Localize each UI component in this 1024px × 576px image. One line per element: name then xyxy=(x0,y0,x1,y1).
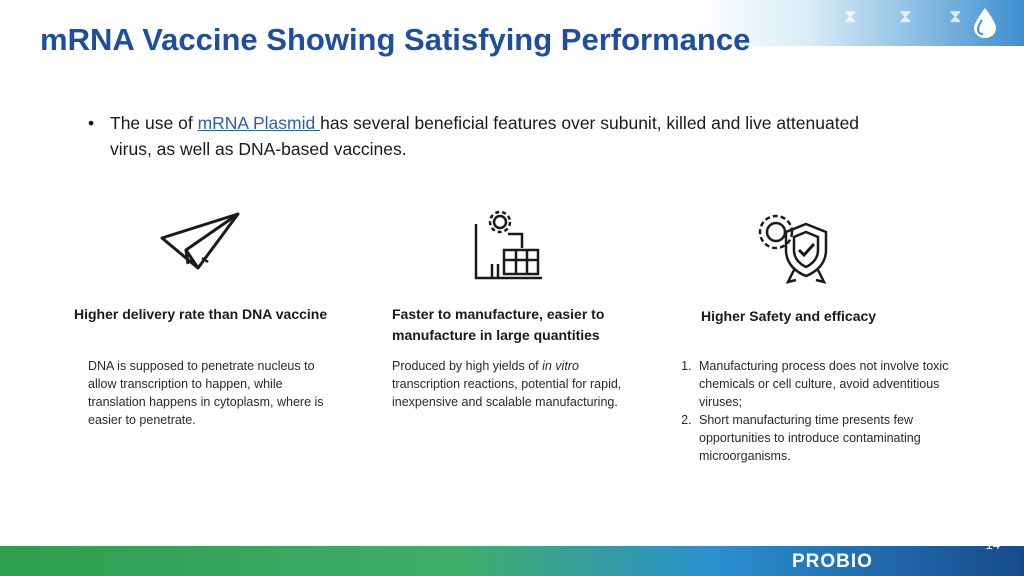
bullet-suffix: has several beneficial features over subunit, killed and live attenuated virus, as well as DNA-based vaccines. xyxy=(110,113,860,159)
logo-drop-icon xyxy=(968,6,1002,40)
bullet-point xyxy=(88,110,888,162)
safety-list-item: 1. Manufacturing process does not involve toxic chemicals or cell culture, avoid adventitious viruses; xyxy=(695,357,957,411)
bullet-prefix: The use of xyxy=(110,113,198,133)
manufacture-body-italic: in vitro xyxy=(542,359,579,373)
column-body-manufacture xyxy=(392,357,622,411)
mrna-plasmid-link[interactable]: mRNA Plasmid xyxy=(197,113,321,133)
bullet-marker: • xyxy=(88,113,95,133)
safety-list xyxy=(677,357,957,465)
dna-icon: ⧗ xyxy=(899,6,912,26)
column-heading-delivery: Higher delivery rate than DNA vaccine xyxy=(74,306,328,322)
paper-plane-icon xyxy=(158,210,244,272)
column-heading-safety: Higher Safety and efficacy xyxy=(701,308,877,324)
footer-bar xyxy=(0,546,1024,576)
column-heading-manufacture: Faster to manufacture, easier to manufacture in large quantities xyxy=(392,306,605,343)
slide-title: mRNA Vaccine Showing Satisfying Performance xyxy=(40,22,751,57)
manufacture-body-prefix: Produced by high yields of xyxy=(392,359,543,373)
dna-icon: ⧗ xyxy=(844,6,857,26)
column-body-safety xyxy=(677,357,957,465)
shield-gear-icon xyxy=(754,208,834,286)
bullet-text xyxy=(110,110,888,162)
column-body-delivery: DNA is supposed to penetrate nucleus to allow transcription to happen, while translation happens in cytoplasm, where is easier to penetrate. xyxy=(88,359,324,427)
manufacture-body-suffix: transcription reactions, potential for rapid, inexpensive and scalable manufacturing. xyxy=(392,377,622,409)
safety-list-item: 2. Short manufacturing time presents few opportunities to introduce contaminating microorganisms. xyxy=(695,411,957,465)
page-number: 14 xyxy=(985,537,1000,552)
brand-logo: PROBIO xyxy=(792,551,873,572)
dna-icon: ⧗ xyxy=(949,6,962,26)
factory-gear-icon xyxy=(470,208,546,282)
